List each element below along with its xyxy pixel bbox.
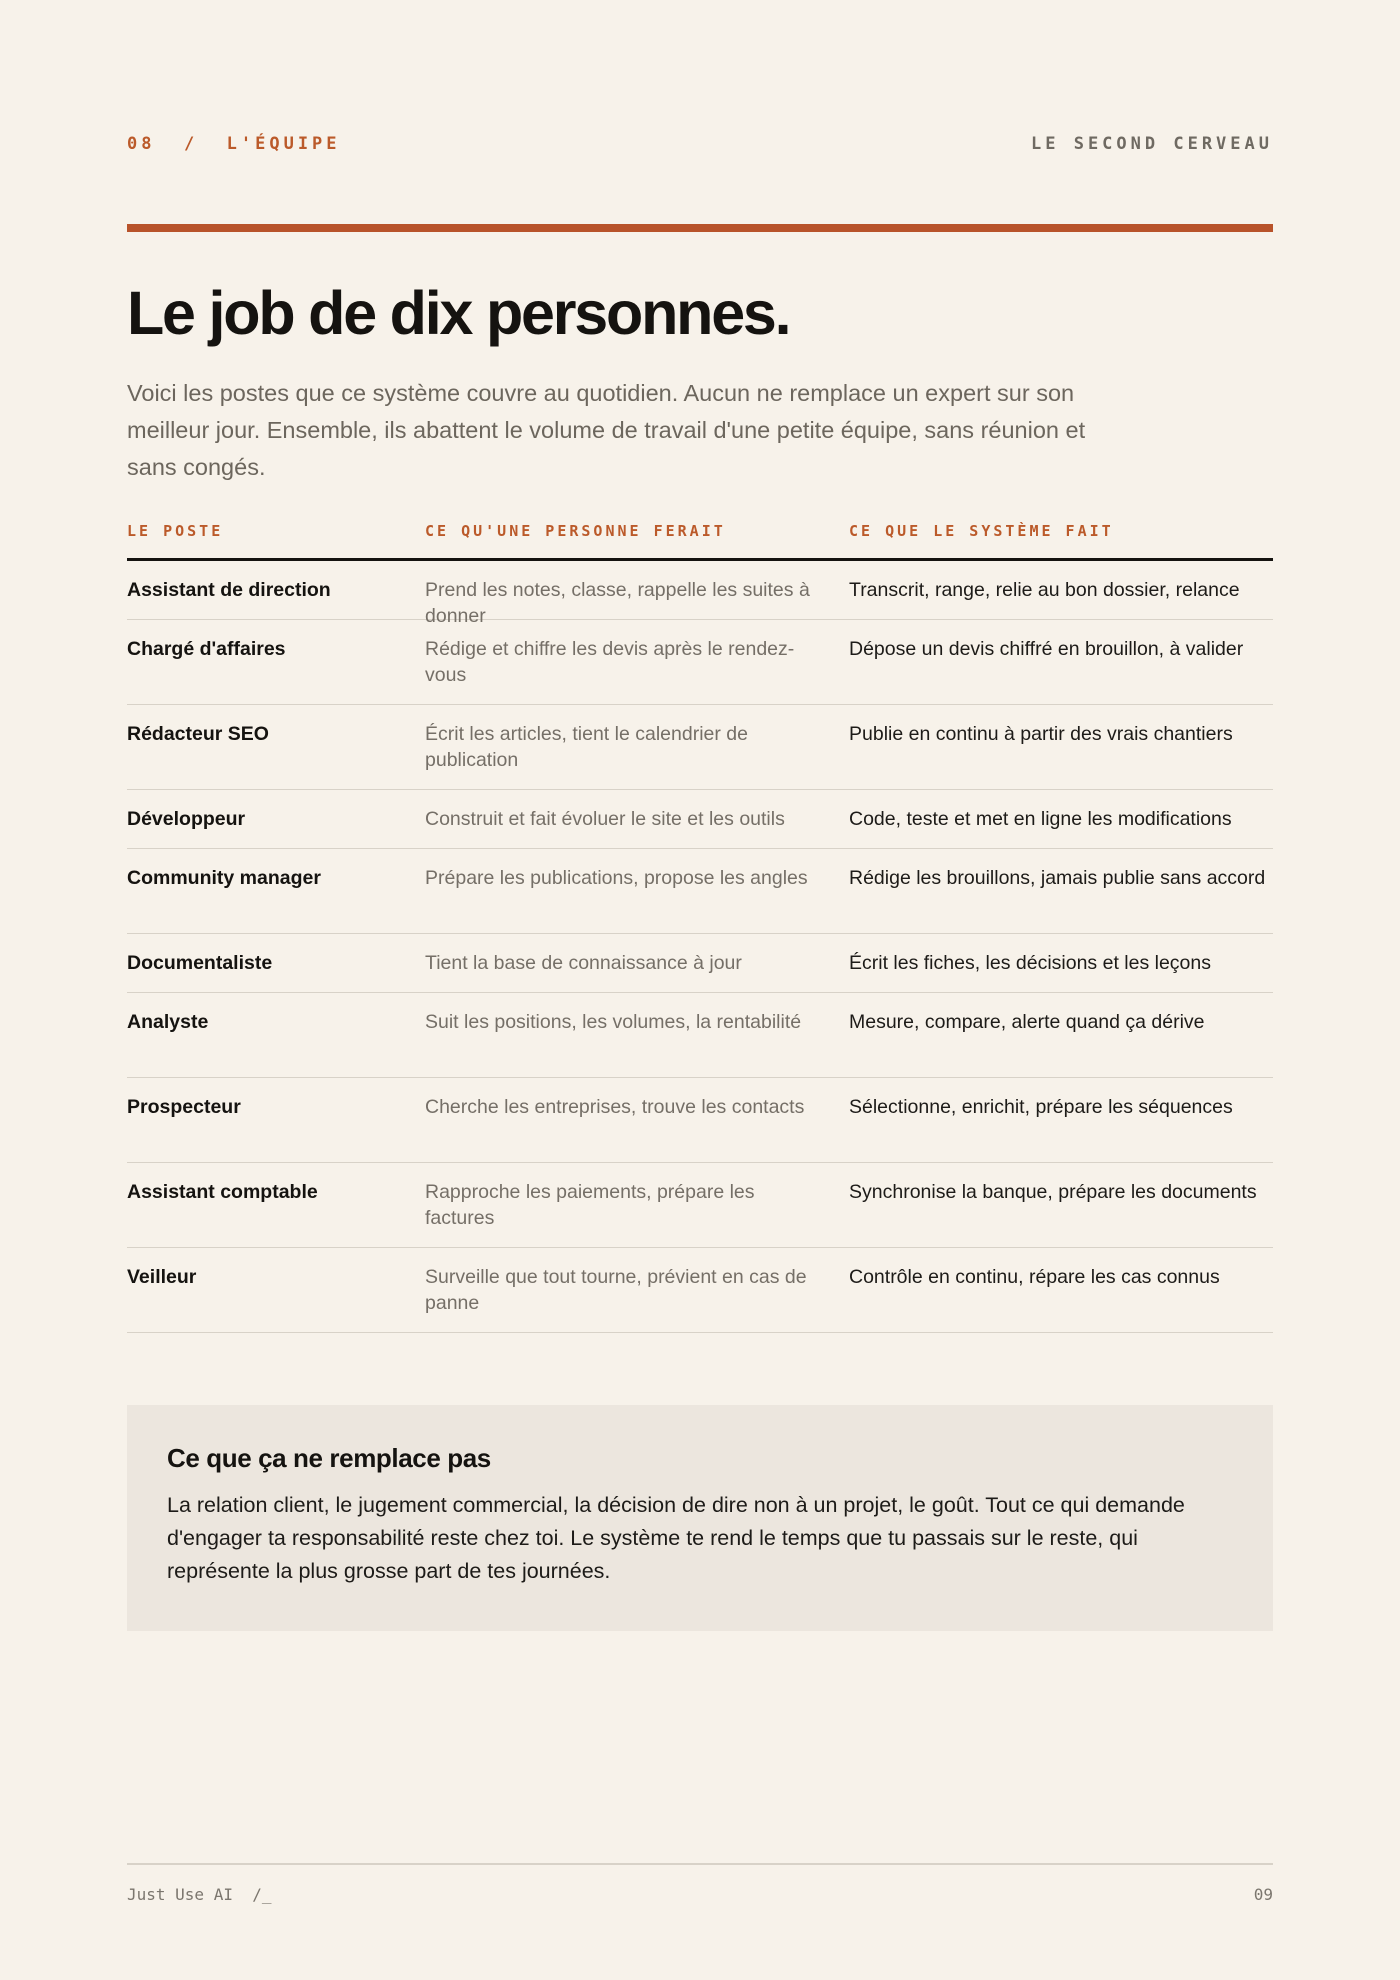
table-row bbox=[127, 993, 1273, 1078]
person-cell: Construit et fait évoluer le site et les outils bbox=[425, 808, 785, 830]
footer-divider bbox=[127, 1863, 1273, 1865]
system-cell: Synchronise la banque, prépare les documents bbox=[849, 1181, 1257, 1203]
footer-brand: Just Use AI /_ bbox=[127, 1885, 272, 1904]
role-cell: Prospecteur bbox=[127, 1096, 241, 1118]
role-cell: Community manager bbox=[127, 867, 321, 889]
accent-divider bbox=[127, 224, 1273, 232]
top-bar bbox=[127, 134, 1273, 158]
table-row bbox=[127, 1078, 1273, 1163]
person-cell: Cherche les entreprises, trouve les contacts bbox=[425, 1096, 805, 1118]
callout-title: Ce que ça ne remplace pas bbox=[167, 1443, 491, 1473]
system-cell: Mesure, compare, alerte quand ça dérive bbox=[849, 1011, 1205, 1033]
table-row bbox=[127, 1248, 1273, 1333]
column-header-person: CE QU'UNE PERSONNE FERAIT bbox=[425, 522, 726, 540]
person-cell: Prend les notes, classe, rappelle les suites à donner bbox=[425, 579, 810, 627]
table-row bbox=[127, 705, 1273, 790]
person-cell: Prépare les publications, propose les angles bbox=[425, 867, 808, 889]
table-row bbox=[127, 790, 1273, 849]
person-cell: Surveille que tout tourne, prévient en cas de panne bbox=[425, 1266, 807, 1314]
role-cell: Documentaliste bbox=[127, 952, 273, 974]
person-cell: Tient la base de connaissance à jour bbox=[425, 952, 742, 974]
system-cell: Sélectionne, enrichit, prépare les séquences bbox=[849, 1096, 1233, 1118]
role-cell: Chargé d'affaires bbox=[127, 638, 286, 660]
table-row bbox=[127, 849, 1273, 934]
person-cell: Rapproche les paiements, prépare les factures bbox=[425, 1181, 755, 1229]
page-number: 09 bbox=[1253, 1885, 1273, 1904]
person-cell: Rédige et chiffre les devis après le rendez-vous bbox=[425, 638, 795, 686]
role-cell: Veilleur bbox=[127, 1266, 197, 1288]
role-cell: Analyste bbox=[127, 1011, 209, 1033]
role-cell: Assistant de direction bbox=[127, 579, 331, 601]
system-cell: Contrôle en continu, répare les cas connus bbox=[849, 1266, 1220, 1288]
person-cell: Suit les positions, les volumes, la rentabilité bbox=[425, 1011, 802, 1033]
system-cell: Écrit les fiches, les décisions et les leçons bbox=[849, 952, 1211, 974]
footer bbox=[127, 1885, 1273, 1905]
table-row bbox=[127, 1163, 1273, 1248]
callout-box bbox=[127, 1405, 1273, 1631]
roles-table bbox=[127, 510, 1273, 1333]
column-header-role: LE POSTE bbox=[127, 522, 224, 540]
intro-paragraph: Voici les postes que ce système couvre au quotidien. Aucun ne remplace un expert sur son meilleur jour. Ensemble, ils abattent le volume de travail d'une petite équipe, sans réunion et sans congés. bbox=[127, 380, 1086, 480]
table-row bbox=[127, 561, 1273, 627]
system-cell: Rédige les brouillons, jamais publie sans accord bbox=[849, 867, 1266, 889]
system-cell: Code, teste et met en ligne les modifications bbox=[849, 808, 1232, 830]
person-cell: Écrit les articles, tient le calendrier de publication bbox=[425, 723, 748, 771]
system-cell: Transcrit, range, relie au bon dossier, relance bbox=[849, 579, 1240, 601]
role-cell: Développeur bbox=[127, 808, 246, 830]
role-cell: Rédacteur SEO bbox=[127, 723, 269, 745]
system-cell: Publie en continu à partir des vrais chantiers bbox=[849, 723, 1233, 745]
table-row bbox=[127, 620, 1273, 705]
brand-name: LE SECOND CERVEAU bbox=[1031, 134, 1273, 154]
section-kicker: 08 / L'ÉQUIPE bbox=[127, 134, 341, 154]
callout-body: La relation client, le jugement commercial, la décision de dire non à un projet, le goût. Tout ce qui demande d'engager ta responsabilité reste chez toi. Le système te rend le temps que tu passais sur le reste, qui représente la plus grosse part de tes journées. bbox=[167, 1493, 1185, 1583]
page bbox=[127, 0, 1273, 1980]
role-cell: Assistant comptable bbox=[127, 1181, 318, 1203]
page-title: Le job de dix personnes. bbox=[127, 279, 790, 347]
system-cell: Dépose un devis chiffré en brouillon, à valider bbox=[849, 638, 1244, 660]
table-header bbox=[127, 510, 1273, 561]
table-row bbox=[127, 934, 1273, 993]
column-header-system: CE QUE LE SYSTÈME FAIT bbox=[849, 522, 1114, 540]
